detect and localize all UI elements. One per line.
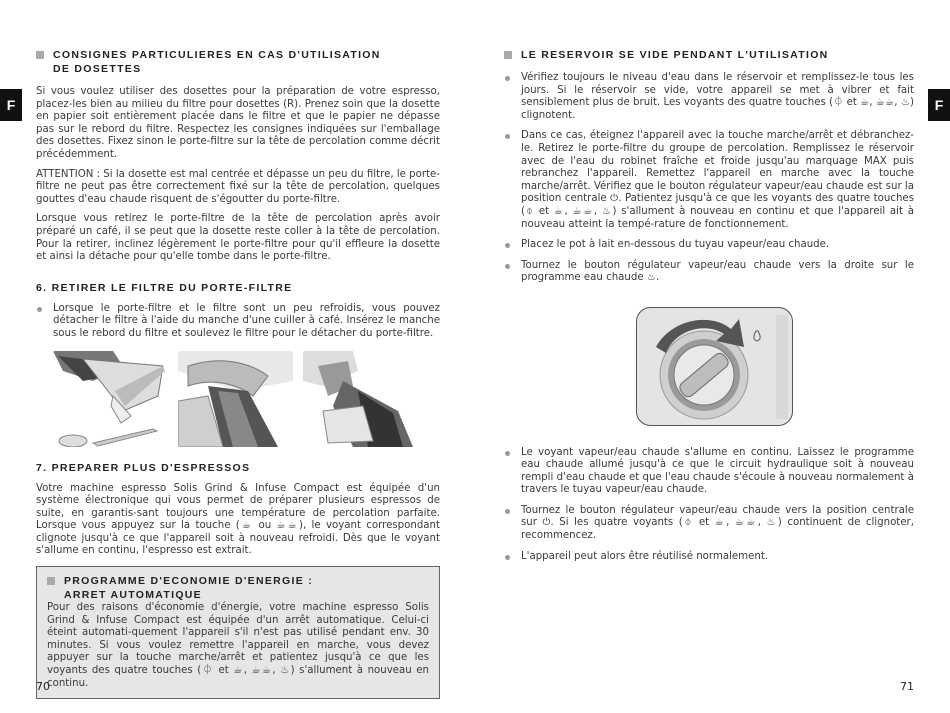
bullet-icon	[37, 307, 42, 312]
bullet-icon	[505, 134, 510, 139]
bullet-icon	[505, 243, 510, 248]
list-item: Vérifiez toujours le niveau d'eau dans le réservoir et remplissez-le tous les jours. Si le réservoir se vide, votre appareil se met à vibrer et fait sensiblement plus de bruit. Les voyants des quatre touches (⏀ et ☕, ☕☕, ♨) clignotent.	[504, 72, 914, 122]
list-item: Dans ce cas, éteignez l'appareil avec la touche marche/arrêt et débranchez-le. Retirez le porte-filtre du groupe de percolation. Remplissez le réservoir avec de l'eau du robinet fraîche et froide jusqu'au marquage MAX puis rebranchez l'appareil. Remettez l'appareil en marche avec la touche marche/arrêt. Vérifiez que le bouton régulateur vapeur/eau chaude est sur la position centrale ⏻. Patientez jusqu'à ce que les voyants des quatre touches (⏀ et ☕, ☕☕, ♨) s'allument à nouveau en continu et que l'appareil ait à nouveau atteint la tempé-rature de fonctionnement.	[504, 130, 914, 231]
filter-removal-illustrations	[53, 351, 440, 447]
filter-lift-illustration	[178, 351, 293, 447]
page-number: 70	[36, 680, 50, 693]
paragraph: Lorsque vous retirez le porte-filtre de la tête de percolation après avoir préparé un café, il se peut que la dosette reste coller à la tête de percolation. Pour la retirer, inclinez légèrement le porte-filtre pour qu'il effleure la dosette et ainsi la détache pour qu'elle tombe dans le porte-filtre.	[36, 213, 440, 263]
paragraph: Votre machine espresso Solis Grind & Infuse Compact est équipée d'un système électronique qui vous permet de préparer plusieurs espressos de suite, en garantis-sant toujours une température de percolation parfaite. Lorsque vous appuyez sur la touche (☕ ou ☕☕), le voyant correspondant clignote jusqu'à ce que l'appareil soit à nouveau refroidi. Dès que le voyant s'allume en continu, l'espresso est extrait.	[36, 482, 440, 557]
language-tab: F	[0, 89, 22, 121]
box-heading: PROGRAMME D'ECONOMIE D'ENERGIE : ARRET AUTOMATIQUE	[47, 574, 429, 602]
box-paragraph: Pour des raisons d'économie d'énergie, votre machine espresso Solis Grind & Infuse Compact est équipée d'un arrêt automatique. Celui-ci éteint automati-quement l'appareil s'il n'est pas utilisé pendant env. 30 minutes. Si vous voulez remettre l'appareil en marche, vous devez appuyer sur la touche marche/arrêt et patientez jusqu'à ce que les voyants des quatre touches (⏀ et ☕, ☕☕, ♨) s'allument à nouveau en continu.	[47, 602, 429, 689]
section-heading-6: 6. RETIRER LE FILTRE DU PORTE-FILTRE	[36, 281, 293, 294]
right-page	[475, 0, 950, 713]
square-bullet-icon	[504, 51, 512, 59]
paragraph: Si vous voulez utiliser des dosettes pour la préparation de votre espresso, placez-les bien au milieu du filtre pour dosettes (R). Prenez soin que la dosette en papier soit entièrement placée dans le filtre et que le papier ne dépasse pas sur le rebord du filtre. Respectez les consignes indiquées sur l'emballage des dosettes. Fixez sinon le porte-filtre sur la tête de percolation comme décrit précédemment.	[36, 86, 440, 160]
list-item: L'appareil peut alors être réutilisé normalement.	[504, 551, 914, 564]
bullet-icon	[505, 555, 510, 560]
left-column	[36, 48, 440, 699]
energy-saving-box	[36, 566, 440, 699]
steam-knob-illustration	[636, 307, 793, 426]
filter-detached-illustration	[303, 351, 418, 447]
square-bullet-icon	[36, 51, 44, 59]
square-bullet-icon	[47, 577, 55, 585]
page-number: 71	[900, 680, 914, 693]
list-item: Lorsque le porte-filtre et le filtre sont un peu refroidis, vous pouvez détacher le filtre à l'aide du manche d'une cuiller à café. Insérez le manche sous le rebord du filtre et soulevez le filtre pour le détacher du porte-filtre.	[36, 303, 440, 341]
bullet-icon	[505, 509, 510, 514]
section-heading-7: 7. PREPARER PLUS D'ESPRESSOS	[36, 461, 251, 474]
list-item: Tournez le bouton régulateur vapeur/eau chaude vers la position centrale sur ⏻. Si les quatre voyants (⏀ et ☕, ☕☕, ♨) continuent de clignoter, recommencez.	[504, 505, 914, 543]
list-item: Placez le pot à lait en-dessous du tuyau vapeur/eau chaude.	[504, 239, 914, 252]
bullet-icon	[505, 264, 510, 269]
list-item: Tournez le bouton régulateur vapeur/eau chaude vers la droite sur le programme eau chaude ♨.	[504, 260, 914, 285]
language-tab: F	[928, 89, 950, 121]
section-heading-dosettes: CONSIGNES PARTICULIERES EN CAS D'UTILISATION DE DOSETTES	[36, 48, 440, 76]
spoon-handle-illustration	[53, 351, 168, 447]
bullet-icon	[505, 451, 510, 456]
bullet-icon	[505, 76, 510, 81]
list-item: Le voyant vapeur/eau chaude s'allume en continu. Laissez le programme eau chaude allumé jusqu'à ce que le circuit hydraulique soit à nouveau rempli d'eau chaude et que l'eau chaude s'écoule à nouveau normalement à travers le tuyau vapeur/eau chaude.	[504, 447, 914, 497]
section-heading-reservoir: LE RESERVOIR SE VIDE PENDANT L'UTILISATION	[504, 48, 914, 62]
paragraph: ATTENTION : Si la dosette est mal centrée et dépasse un peu du filtre, le porte-filtre ne peut pas être correctement fixé sur la tête de percolation, quelques gouttes d'eau chaude risquent de s'égoutter du porte-filtre.	[36, 168, 440, 205]
right-column	[504, 48, 914, 571]
